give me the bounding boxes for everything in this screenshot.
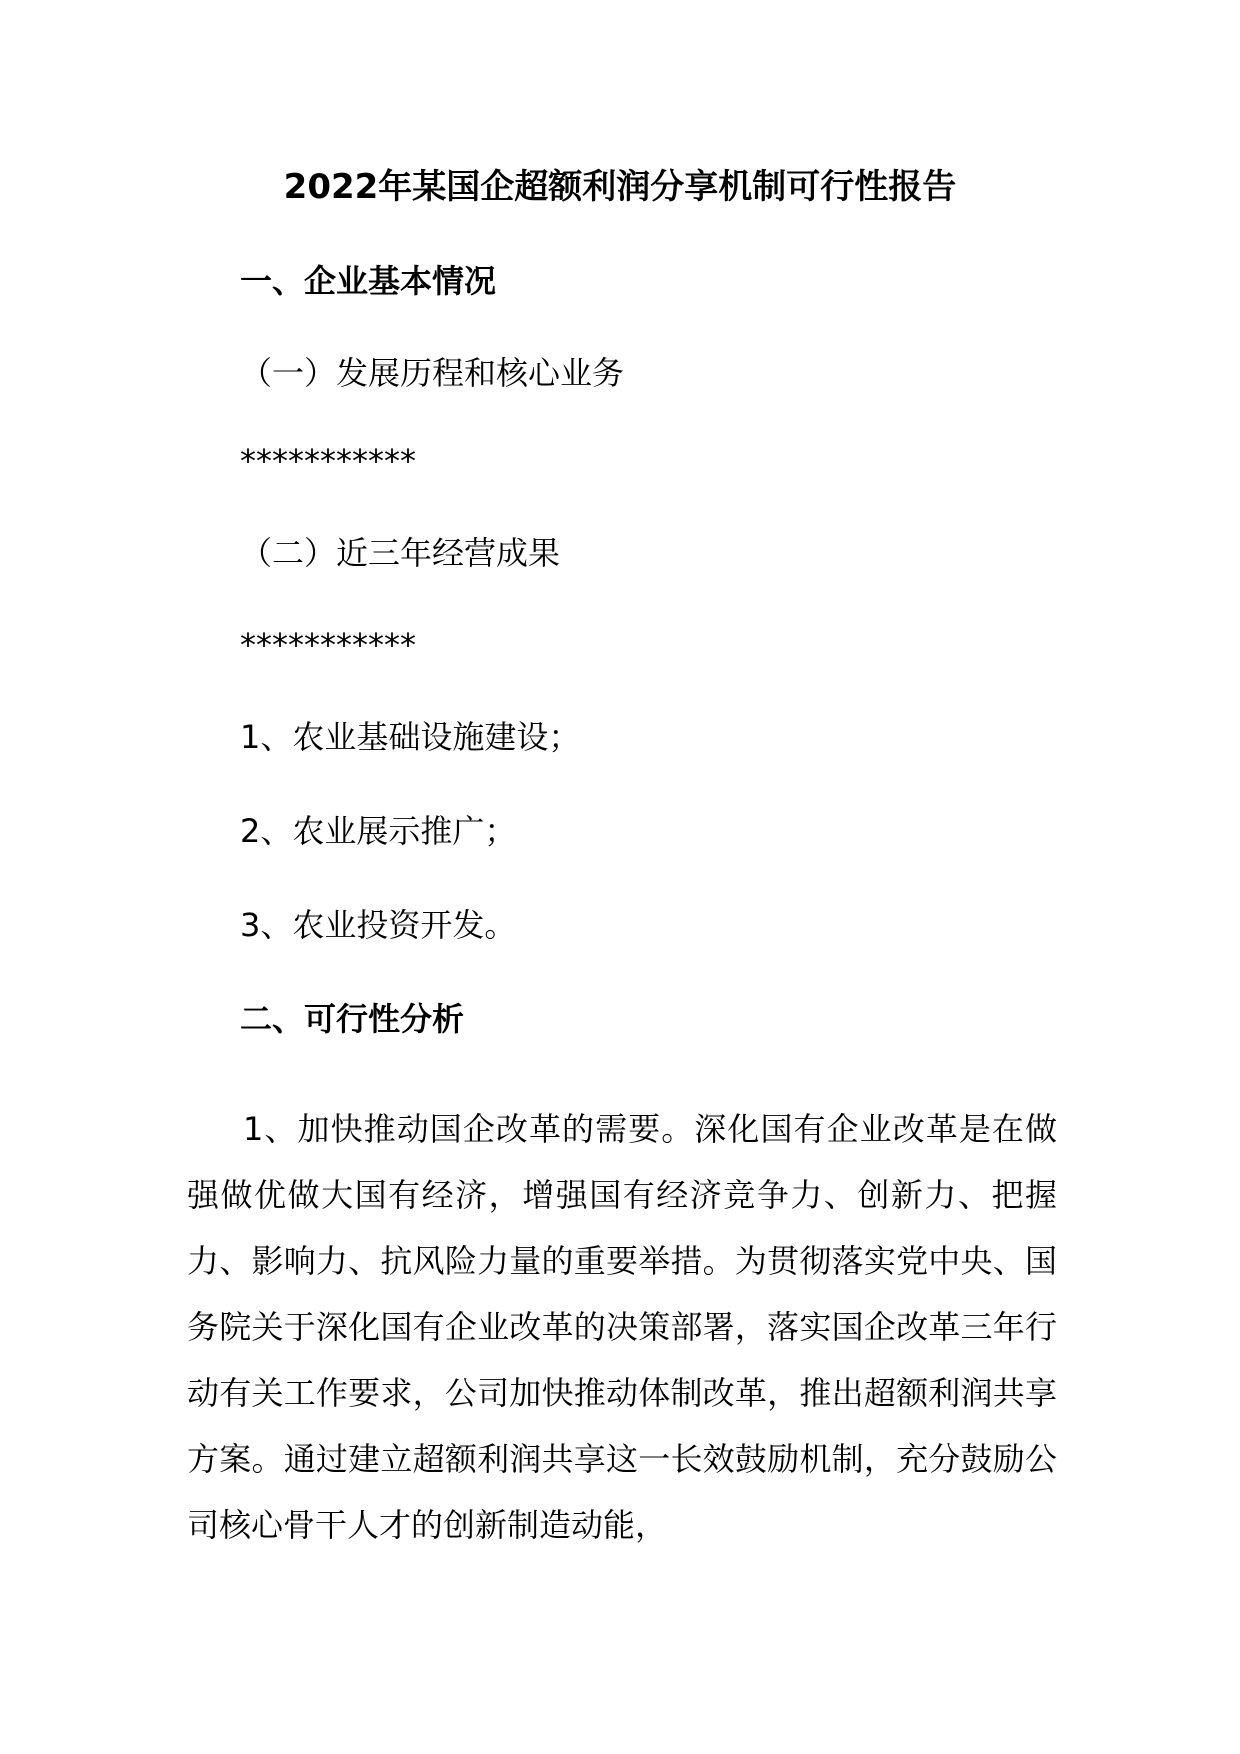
subsection-heading-2: （二）近三年经营成果 [240,534,561,572]
list-item: 1、农业基础设施建设； [240,718,581,756]
document-title: 2022年某国企超额利润分享机制可行性报告 [283,167,957,207]
list-item: 3、农业投资开发。 [240,906,517,944]
section-heading-1: 一、企业基本情况 [240,262,497,300]
section-heading-2: 二、可行性分析 [240,1000,465,1038]
placeholder-text-1: *********** [240,442,416,480]
list-item: 2、农业展示推广； [240,812,517,850]
placeholder-text-2: *********** [240,626,416,664]
subsection-heading-1: （一）发展历程和核心业务 [240,354,625,392]
body-paragraph: 1、加快推动国企改革的需要。深化国有企业改革是在做强做优做大国有经济，增强国有经济竞争力、创新力、把握力、影响力、抗风险力量的重要举措。为贯彻落实党中央、国务院关于深化国有企业改革的决策部署，落实国企改革三年行动有关工作要求，公司加快推动体制改革，推出超额利润共享方案。通过建立超额利润共享这一长效鼓励机制，充分鼓励公司核心骨干人才的创新制造动能， [187,1110,1057,1544]
